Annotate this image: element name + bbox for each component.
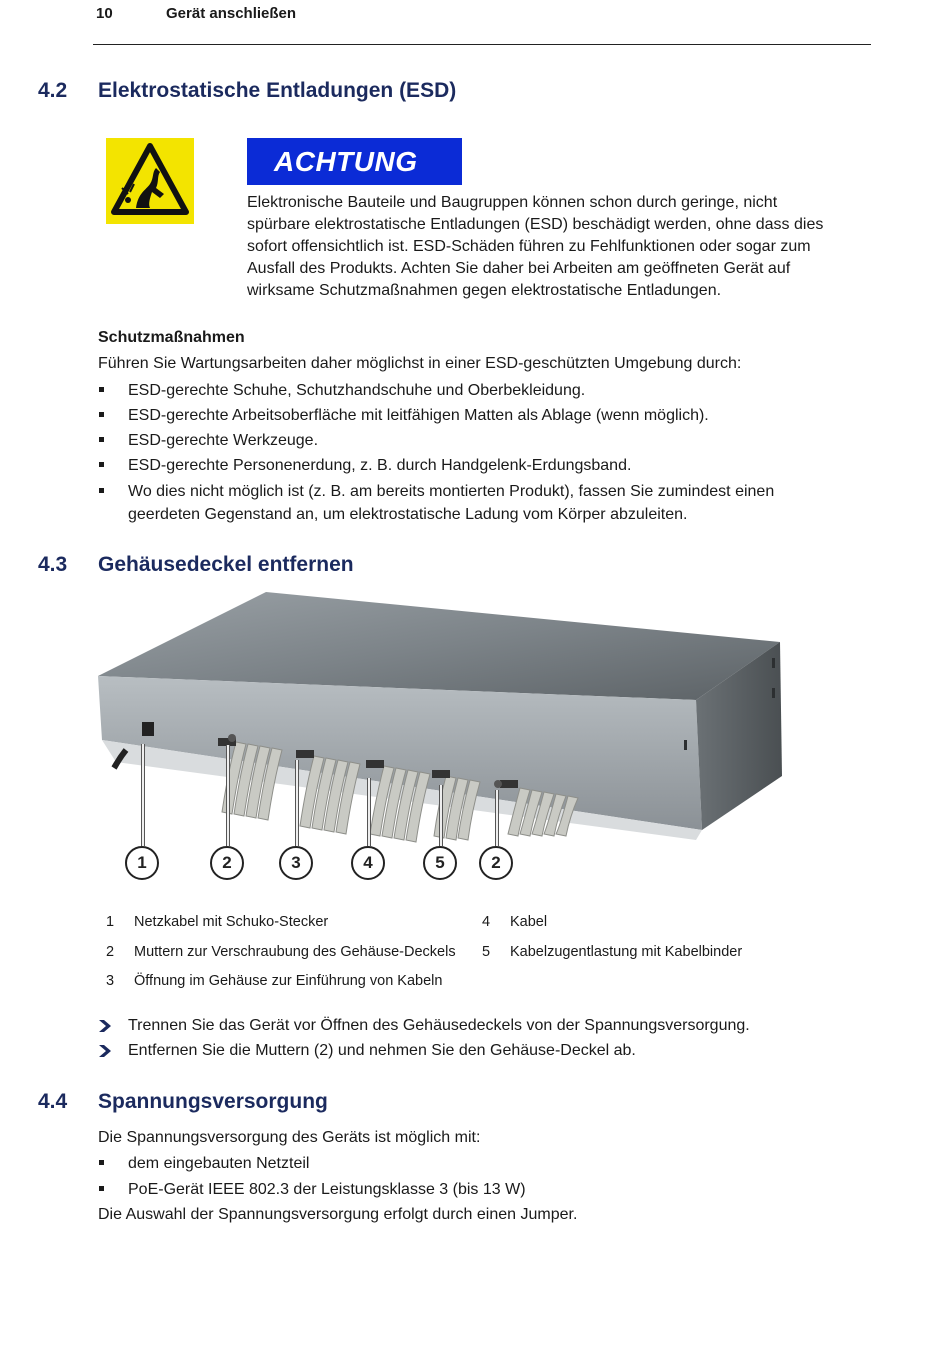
list-item: ESD-gerechte Werkzeuge. (128, 432, 319, 449)
callout-line (367, 778, 371, 846)
list-item-continuation: geerdeten Gegenstand an, um elektrostatische Ladung vom Körper abzuleiten. (128, 506, 688, 523)
callout-badge: 3 (279, 846, 313, 880)
callout-line (495, 790, 499, 846)
paragraph: Die Auswahl der Spannungsversorgung erfolgt durch einen Jumper. (98, 1206, 578, 1223)
bullet-marker (99, 1160, 104, 1165)
legend-number: 1 (106, 914, 115, 930)
warning-label: ACHTUNG (274, 146, 418, 177)
section-number: 4.2 (38, 79, 68, 102)
list-item: ESD-gerechte Schuhe, Schutzhandschuhe und Oberbekleidung. (128, 382, 586, 399)
subheading: Schutzmaßnahmen (98, 329, 245, 346)
list-item: PoE-Gerät IEEE 802.3 der Leistungsklasse 3 (bis 13 W) (128, 1181, 526, 1198)
chevron-right-icon (98, 1019, 112, 1033)
legend-text: Kabel (510, 914, 548, 930)
list-item: dem eingebauten Netzteil (128, 1155, 310, 1172)
header-rule (93, 44, 871, 45)
list-item: ESD-gerechte Personenerdung, z. B. durch Handgelenk-Erdungsband. (128, 457, 632, 474)
legend-text: Öffnung im Gehäuse zur Einführung von Kabeln (134, 973, 443, 989)
callout-line (295, 760, 299, 846)
instruction-step: Trennen Sie das Gerät vor Öffnen des Gehäusedeckels von der Spannungsversorgung. (128, 1017, 750, 1034)
bullet-marker (99, 1186, 104, 1191)
callout-badge: 2 (479, 846, 513, 880)
legend-number: 2 (106, 944, 115, 960)
warning-line: Ausfall des Produkts. Achten Sie daher bei Arbeiten am geöffneten Gerät auf (247, 260, 791, 277)
warning-line: wirksame Schutzmaßnahmen gegen elektrostatische Entladungen. (247, 282, 722, 299)
callout-badge: 5 (423, 846, 457, 880)
chevron-right-icon (98, 1044, 112, 1058)
callout-badge: 2 (210, 846, 244, 880)
warning-banner (247, 138, 462, 185)
esd-warning-icon (106, 138, 194, 224)
instruction-step: Entfernen Sie die Muttern (2) und nehmen Sie den Gehäuse-Deckel ab. (128, 1042, 636, 1059)
warning-text (247, 192, 857, 302)
list-item: Wo dies nicht möglich ist (z. B. am bereits montierten Produkt), fassen Sie zumindest einen (128, 483, 775, 500)
paragraph: Führen Sie Wartungsarbeiten daher möglichst in einer ESD-geschützten Umgebung durch: (98, 355, 742, 372)
warning-line: sofort offensichtlich ist. ESD-Schäden führen zu Fehlfunktionen oder sogar zum (247, 238, 811, 255)
bullet-marker (99, 437, 104, 442)
callout-badge: 1 (125, 846, 159, 880)
callout-line (226, 745, 230, 846)
legend-number: 3 (106, 973, 115, 989)
warning-line: Elektronische Bauteile und Baugruppen können schon durch geringe, nicht (247, 194, 778, 211)
bullet-marker (99, 462, 104, 467)
section-number: 4.4 (38, 1090, 68, 1113)
callout-line (141, 744, 145, 846)
list-item: ESD-gerechte Arbeitsoberfläche mit leitfähigen Matten als Ablage (wenn möglich). (128, 407, 709, 424)
paragraph: Die Spannungsversorgung des Geräts ist möglich mit: (98, 1129, 481, 1146)
callout-line (439, 785, 443, 846)
chapter-title: Gerät anschließen (166, 5, 297, 22)
section-title: Gehäusedeckel entfernen (98, 553, 354, 576)
section-number: 4.3 (38, 553, 68, 576)
bullet-marker (99, 488, 104, 493)
page-number: 10 (96, 5, 113, 22)
legend-text: Kabelzugentlastung mit Kabelbinder (510, 944, 743, 960)
callout-badge: 4 (351, 846, 385, 880)
bullet-marker (99, 387, 104, 392)
section-title: Elektrostatische Entladungen (ESD) (98, 79, 457, 102)
warning-line: spürbare elektrostatische Entladungen (ESD) beschädigt werden, ohne dass dies (247, 216, 824, 233)
legend-number: 4 (482, 914, 491, 930)
legend-number: 5 (482, 944, 491, 960)
section-title: Spannungsversorgung (98, 1090, 328, 1113)
legend-text: Netzkabel mit Schuko-Stecker (134, 914, 329, 930)
bullet-marker (99, 412, 104, 417)
legend-text: Muttern zur Verschraubung des Gehäuse-Deckels (134, 944, 456, 960)
